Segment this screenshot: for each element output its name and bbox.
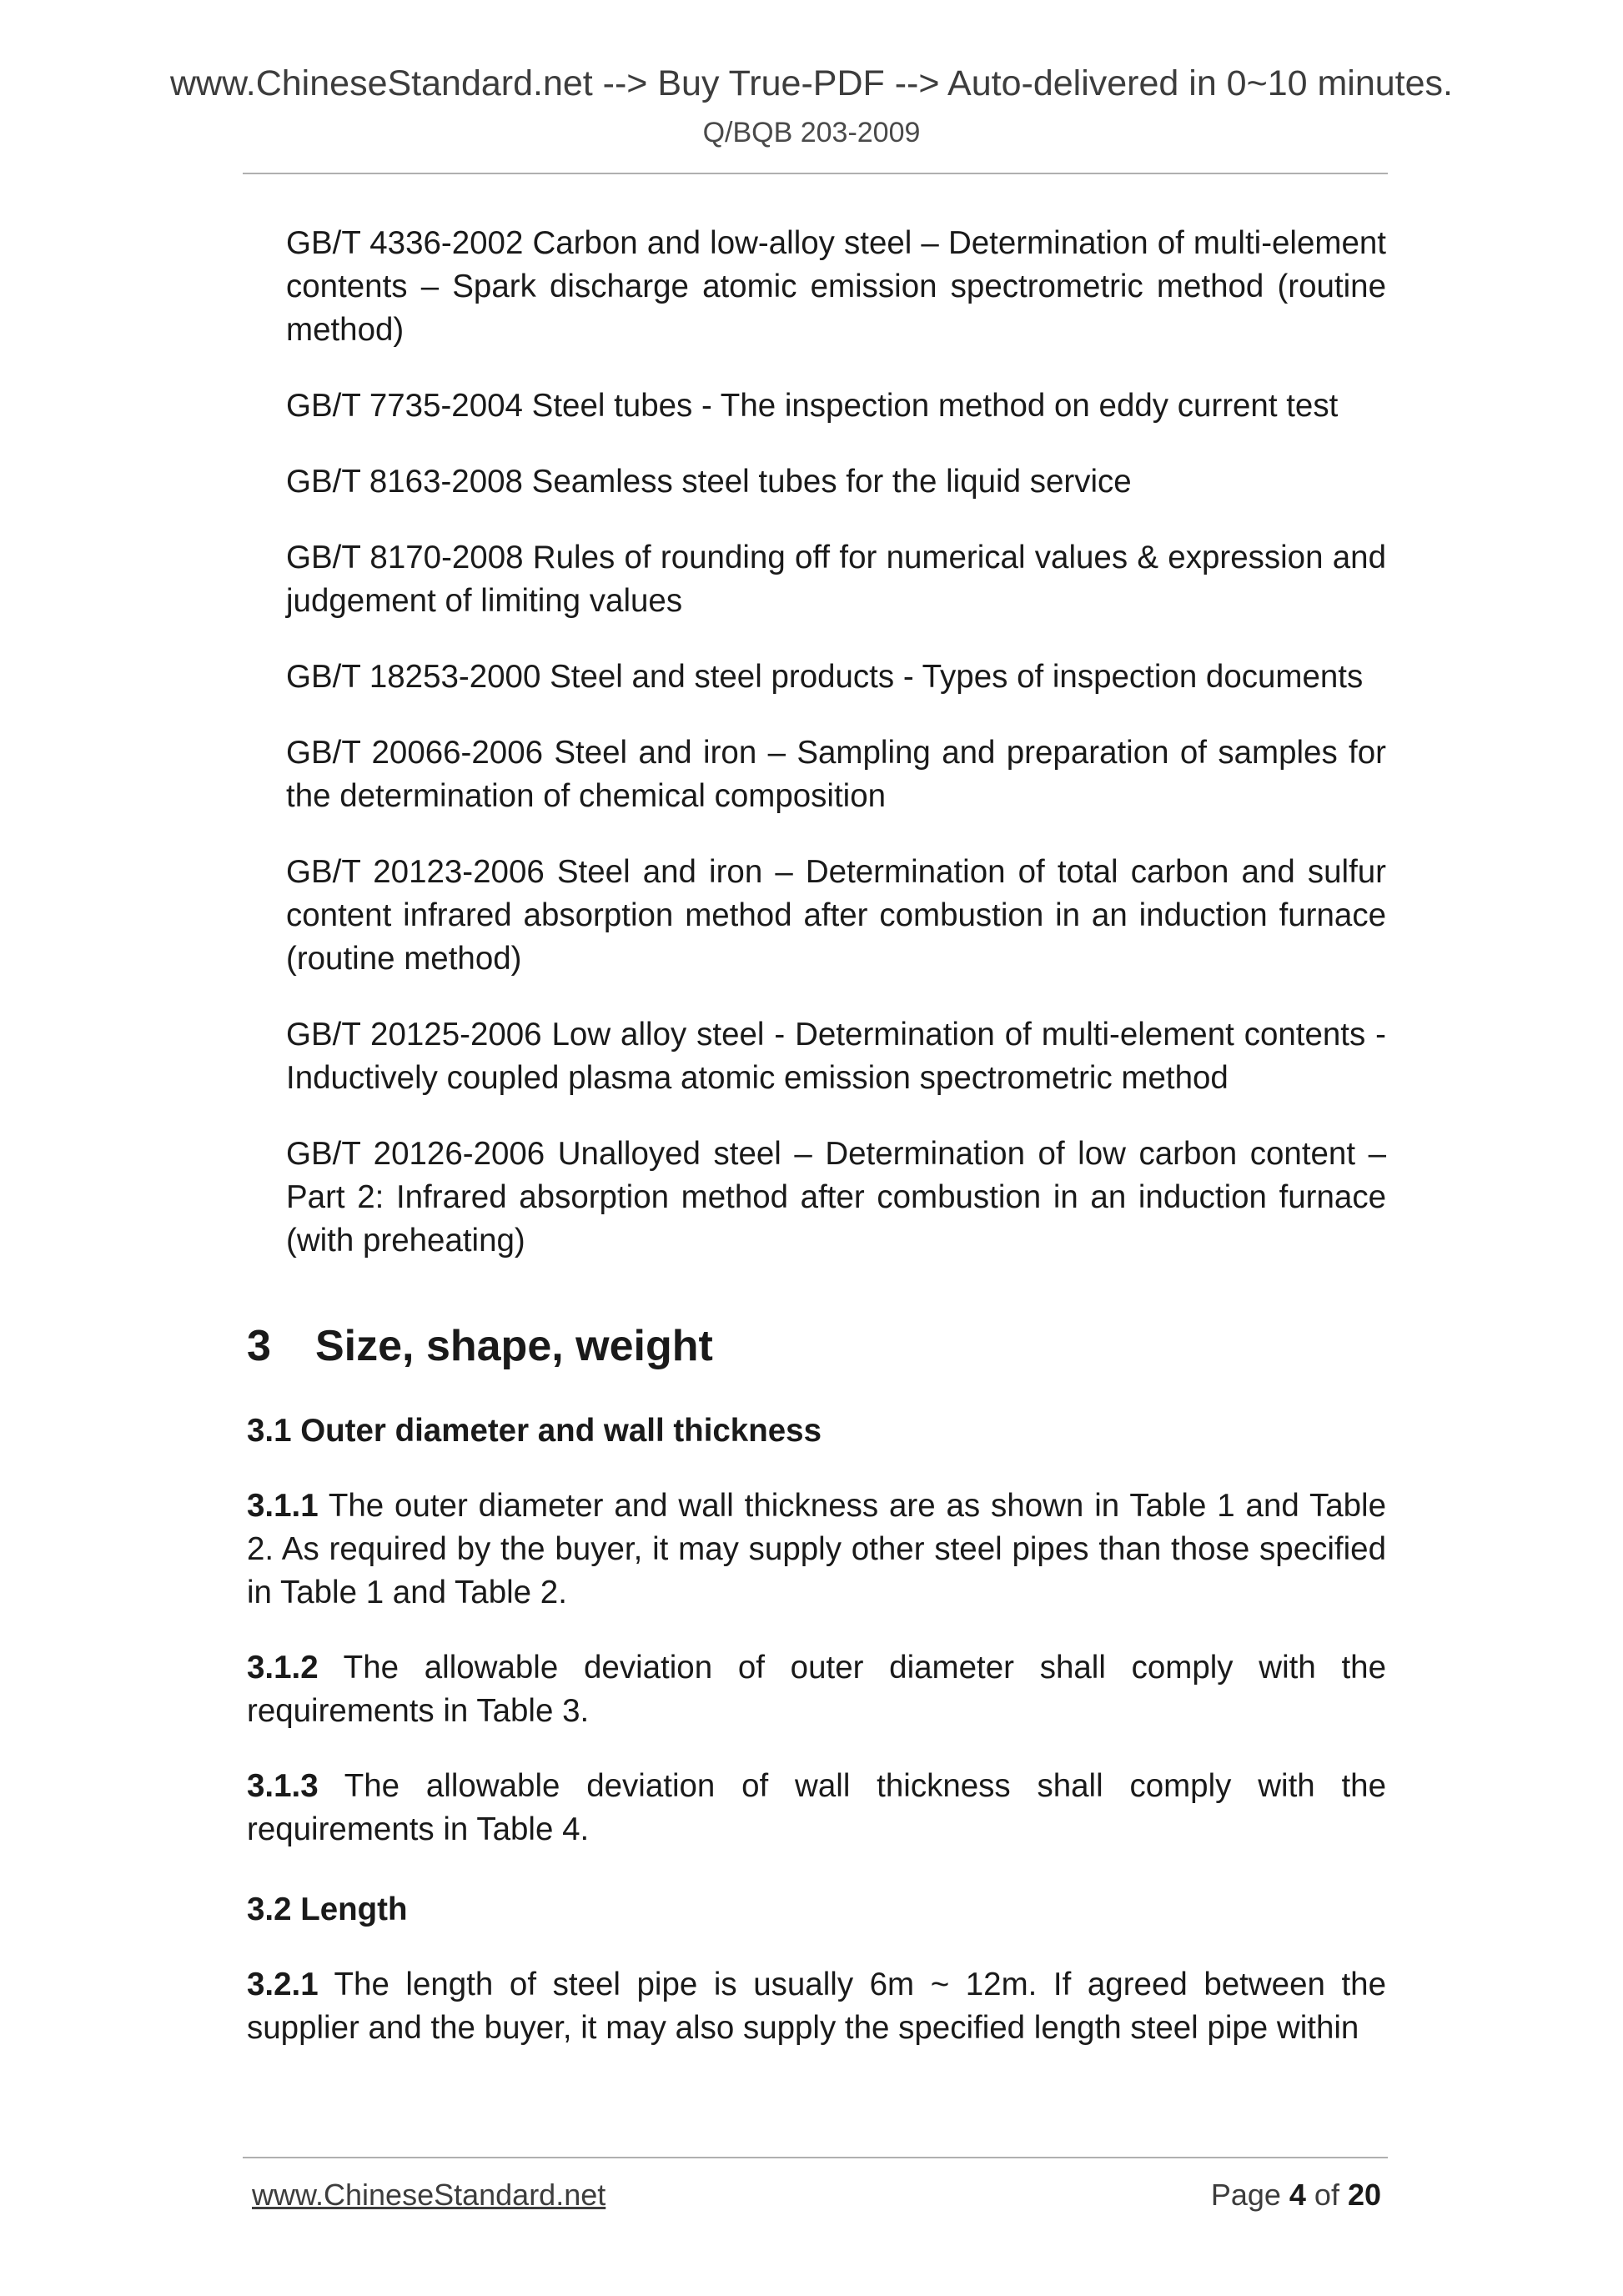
reference-item: GB/T 4336-2002 Carbon and low-alloy steel – Determination of multi-element contents – Spark discharge atomic emission spectrometric method (routine method) — [286, 225, 1386, 348]
page-total: 20 — [1347, 2178, 1381, 2212]
subsection-heading: 3.2 Length — [247, 1892, 408, 1927]
clause-paragraph — [247, 1485, 1386, 1615]
clause-paragraph — [247, 1646, 1386, 1733]
page-of: of — [1305, 2178, 1348, 2212]
page-prefix: Page — [1210, 2178, 1289, 2212]
reference-item: GB/T 8163-2008 Seamless steel tubes for the liquid service — [286, 464, 1132, 500]
section-number: 3 — [247, 1322, 271, 1370]
clause-number: 3.1.3 — [247, 1768, 319, 1804]
clause-paragraph — [247, 1765, 1386, 1851]
page-current: 4 — [1289, 2178, 1306, 2212]
section-title: Size, shape, weight — [315, 1322, 713, 1370]
reference-item: GB/T 20066-2006 Steel and iron – Sampling and preparation of samples for the determination of chemical composition — [286, 735, 1386, 814]
page-number — [1211, 2178, 1381, 2213]
page-content — [247, 222, 1386, 2050]
clause-number: 3.1.1 — [247, 1488, 319, 1524]
clause-text: The outer diameter and wall thickness are as shown in Table 1 and Table 2. As required by the buyer, it may supply other steel pipes than those specified in Table 1 and Table 2. — [247, 1488, 1386, 1610]
clause-number: 3.1.2 — [247, 1650, 319, 1686]
subsection-heading: 3.1 Outer diameter and wall thickness — [247, 1413, 822, 1449]
header-divider — [243, 173, 1388, 174]
clause-text: The allowable deviation of outer diameter shall comply with the requirements in Table 3. — [247, 1650, 1386, 1729]
reference-item: GB/T 7735-2004 Steel tubes - The inspection method on eddy current test — [286, 388, 1339, 424]
footer-divider — [243, 2157, 1388, 2158]
reference-item: GB/T 18253-2000 Steel and steel products - Types of inspection documents — [286, 659, 1364, 695]
reference-item: GB/T 8170-2008 Rules of rounding off for numerical values & expression and judgement of limiting values — [286, 540, 1386, 619]
reference-item: GB/T 20126-2006 Unalloyed steel – Determination of low carbon content – Part 2: Infrared absorption method after combustion in an induction furnace (with preheating) — [286, 1136, 1386, 1259]
clause-text: The allowable deviation of wall thickness shall comply with the requirements in Table 4. — [247, 1768, 1386, 1847]
footer-website-link[interactable]: www.ChineseStandard.net — [252, 2178, 606, 2212]
normative-references-list — [247, 222, 1386, 1263]
document-code: Q/BQB 203-2009 — [702, 117, 921, 148]
section-heading — [247, 1319, 1386, 1373]
reference-item: GB/T 20125-2006 Low alloy steel - Determination of multi-element contents - Inductively coupled plasma atomic emission spectrometric method — [286, 1017, 1386, 1096]
clause-paragraph — [247, 1963, 1386, 2050]
clause-number: 3.2.1 — [247, 1967, 319, 2002]
clause-text: The length of steel pipe is usually 6m ~ 12m. If agreed between the supplier and the buyer, it may also supply the specified length steel pipe within — [247, 1967, 1386, 2046]
header-banner[interactable]: www.ChineseStandard.net --> Buy True-PDF --> Auto-delivered in 0~10 minutes. — [169, 63, 1453, 103]
reference-item: GB/T 20123-2006 Steel and iron – Determination of total carbon and sulfur content infrared absorption method after combustion in an induction furnace (routine method) — [286, 854, 1386, 977]
